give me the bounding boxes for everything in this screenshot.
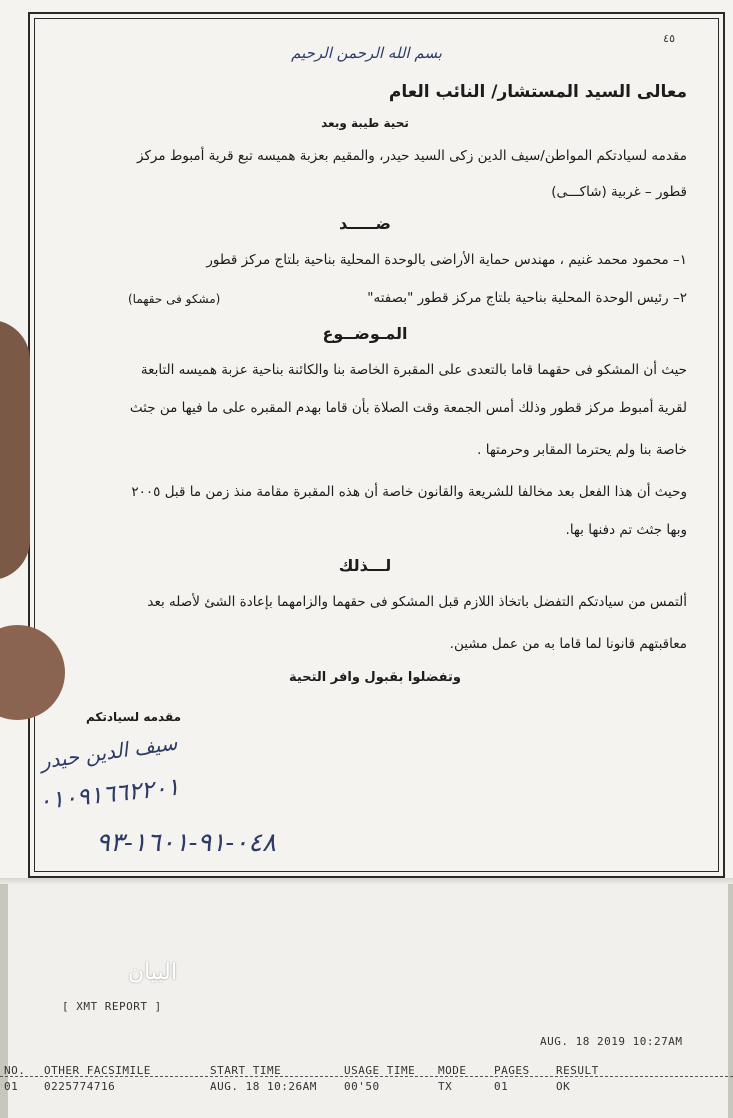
- request-line-1: ألتمس من سيادتكم التفضل باتخاذ اللازم قبل المشكو فى حقهما والزامهما بإعادة الشئ لأصله بعد: [147, 594, 687, 610]
- against-heading: ضـــــد: [338, 214, 392, 233]
- fax-report-title: [ XMT REPORT ]: [62, 1000, 162, 1013]
- body-line-1: حيث أن المشكو فى حقهما قاما بالتعدى على المقبرة الخاصة بنا والكائنة بناحية عزبة هميسه التابعة: [140, 362, 687, 378]
- phone-number-2: ٠٤٨-٩١-١٦٠١-٩٣: [96, 828, 277, 858]
- defendant-2: ٢– رئيس الوحدة المحلية بناحية بلتاج مركز قطور "بصفته": [367, 290, 687, 306]
- fax-table-divider: [0, 1076, 733, 1078]
- fax-table-row: [0, 1080, 733, 1094]
- fax-col-other-facsimile: OTHER FACSIMILE: [44, 1064, 151, 1077]
- fax-cell-result: OK: [556, 1080, 571, 1093]
- fax-cell-other-facsimile: 0225774716: [44, 1080, 116, 1093]
- fax-datetime: AUG. 18 2019 10:27AM: [540, 1035, 683, 1048]
- fax-col-result: RESULT: [556, 1064, 599, 1077]
- fax-col-start-time: START TIME: [210, 1064, 282, 1077]
- holding-hand-thumb: [0, 320, 30, 580]
- request-line-2: معاقبتهم قانونا لما قاما به من عمل مشين.: [449, 636, 687, 652]
- defendants-label: (مشكو فى حقهما): [128, 292, 221, 306]
- fax-cell-usage-time: 00'50: [344, 1080, 380, 1093]
- phone-number-1: ٠١٠٩١٦٦٢٢٠١: [36, 772, 181, 816]
- fax-cell-no: 01: [4, 1080, 19, 1093]
- fax-cell-mode: TX: [438, 1080, 453, 1093]
- body-line-2: لقرية أمبوط مركز قطور وذلك أمس الجمعة وقت الصلاة بأن قاما بهدم المقبره على ما فيها من جثث: [129, 400, 687, 416]
- body-line-3: خاصة بنا ولم يحترما المقابر وحرمتها .: [477, 442, 687, 458]
- fax-cell-start-time: AUG. 18 10:26AM: [210, 1080, 317, 1093]
- defendant-1: ١– محمود محمد غنيم ، مهندس حماية الأراضى بالوحدة المحلية بناحية بلتاج مركز قطور: [206, 252, 687, 268]
- intro-line-1: مقدمه لسيادتكم المواطن/سيف الدين زكى السيد حيدر، والمقيم بعزبة هميسه تبع قرية أمبوط مركز: [137, 148, 687, 164]
- sheet-fold: [0, 878, 733, 884]
- submitted-by: مقدمه لسيادتكم: [86, 710, 182, 724]
- page-number: ٤٥: [663, 32, 675, 45]
- subject-heading: المـوضــوع: [322, 324, 408, 343]
- basmala: بسم الله الرحمن الرحيم: [291, 44, 442, 62]
- body-line-5: وبها جثث تم دفنها بها.: [565, 522, 687, 538]
- therefore-heading: لـــذلك: [338, 556, 392, 575]
- fax-col-no: NO.: [4, 1064, 26, 1077]
- fax-col-pages: PAGES: [494, 1064, 530, 1077]
- intro-line-2: قطور – غربية (شاكـــى): [551, 184, 687, 200]
- addressee: معالى السيد المستشار/ النائب العام: [388, 82, 687, 102]
- body-line-4: وحيث أن هذا الفعل بعد مخالفا للشريعة والقانون خاصة أن هذه المقبرة مقامة منذ زمن ما قبل ٢٠٠٥: [131, 484, 687, 500]
- fax-col-mode: MODE: [438, 1064, 467, 1077]
- fax-cell-pages: 01: [494, 1080, 509, 1093]
- greeting: تحية طيبة وبعد: [321, 116, 409, 130]
- watermark-logo: البيان: [128, 960, 177, 985]
- closing: وتفضلوا بقبول وافر التحية: [289, 670, 461, 685]
- fax-col-usage-time: USAGE TIME: [344, 1064, 416, 1077]
- signature: سيف الدين حيدر: [39, 730, 179, 774]
